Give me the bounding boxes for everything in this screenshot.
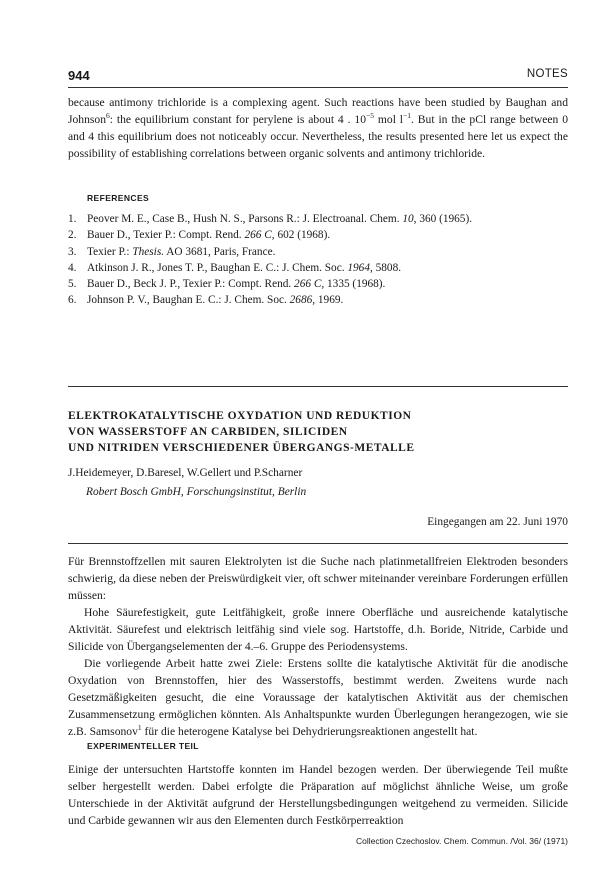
body-paragraph-1: Für Brennstoffzellen mit sauren Elektrolyten ist die Suche nach platinmetallfreien Elektroden besonders schwierig, da diese neben der Preiswürdigkeit vier, oft schwer miteinander vereinbare Forderungen erfüllen müssen: xyxy=(68,555,568,602)
article-affiliation: Robert Bosch GmbH, Forschungsinstitut, Berlin xyxy=(86,486,307,498)
body-paragraph-3: Die vorliegende Arbeit hatte zwei Ziele: Erstens sollte die katalytische Aktivität für die anodische Oxydation von Brennstoffen, hier des Wasserstoffs, bestimmt werden. Zweitens wurde nach Gesetzmäßigkeiten gesucht, die eine Voraussage der katalytischen Aktivität aus der chemischen Zusammensetzung ermöglichen könnten. Als Anhaltspunkte wurden Überlegungen herangezogen, wie sie z.B. Samsonov$^1$ für die heterogene Katalyse bei Dehydrierungsreaktionen angestellt hat. xyxy=(68,657,568,738)
section-label: NOTES xyxy=(526,68,568,80)
reference-item: 1. Peover M. E., Case B., Hush N. S., Parsons R.: J. Electroanal. Chem. 10, 360 (1965). xyxy=(68,213,473,225)
footer-citation: Collection Czechoslov. Chem. Commun. /Vol. 36/ (1971) xyxy=(356,836,568,846)
article-separator xyxy=(68,386,568,387)
references-heading: REFERENCES xyxy=(87,193,150,203)
received-date: Eingegangen am 22. Juni 1970 xyxy=(427,516,568,528)
reference-item: 2. Bauer D., Texier P.: Compt. Rend. 266 C, 602 (1968). xyxy=(68,229,331,242)
article-title: ELEKTROKATALYTISCHE OXYDATION UND REDUKTION VON WASSERSTOFF AN CARBIDEN, SILICIDEN UND NITRIDEN VERSCHIEDENER ÜBERGANGS-METALLE xyxy=(68,410,415,454)
article-authors: J.Heidemeyer, D.Baresel, W.Gellert und P.Scharner xyxy=(68,467,303,479)
reference-item: 3. Texier P.: Thesis. AO 3681, Paris, France. xyxy=(68,245,276,258)
section-heading: EXPERIMENTELLER TEIL xyxy=(87,741,199,751)
reference-item: 6. Johnson P. V., Baughan E. C.: J. Chem. Soc. 2686, 1969. xyxy=(68,294,344,307)
body-paragraph-2: Hohe Säurefestigkeit, gute Leitfähigkeit, große innere Oberfläche und ausreichende katalytische Aktivität. Säurefest und elektrisch leitfähig sind viele sog. Hartstoffe, d.h. Boride, Nitride, Carbide und Silicide von Übergangselementen der 4.–6. Gruppe des Periodensystems. xyxy=(68,606,568,653)
header-rule xyxy=(68,87,568,88)
reference-item: 5. Bauer D., Beck J. P., Texier P.: Compt. Rend. 266 C, 1335 (1968). xyxy=(68,278,386,291)
intro-paragraph: because antimony trichloride is a complexing agent. Such reactions have been studied by Baughan and Johnson$^6$: the equilibrium constant for perylene is about 4 . $10^{-5}$ mol $l^{-1}$. But in the pCl range between 0 and 4 this equilibrium does not noticeably occur. Nevertheless, the results presented here let us expect the possibility of establishing correlations between organic solvents and antimony trichloride. xyxy=(68,96,568,160)
page-number: 944 xyxy=(68,68,90,83)
body-rule xyxy=(68,543,568,544)
running-header xyxy=(68,68,568,86)
body-paragraph-4: Einige der untersuchten Hartstoffe konnten im Handel bezogen werden. Der überwiegende Teil mußte selber hergestellt werden. Dabei erfolgte die Präparation auf möglichst ähnliche Weise, um große Unterschiede in der Aktivität aufgrund der Herstellungsbedingungen weitgehend zu vermeiden. Silicide und Carbide gewannen wir aus den Elementen durch Festkörperreaktion xyxy=(68,763,568,827)
reference-list xyxy=(68,211,568,309)
reference-item: 4. Atkinson J. R., Jones T. P., Baughan E. C.: J. Chem. Soc. 1964, 5808. xyxy=(68,261,402,274)
